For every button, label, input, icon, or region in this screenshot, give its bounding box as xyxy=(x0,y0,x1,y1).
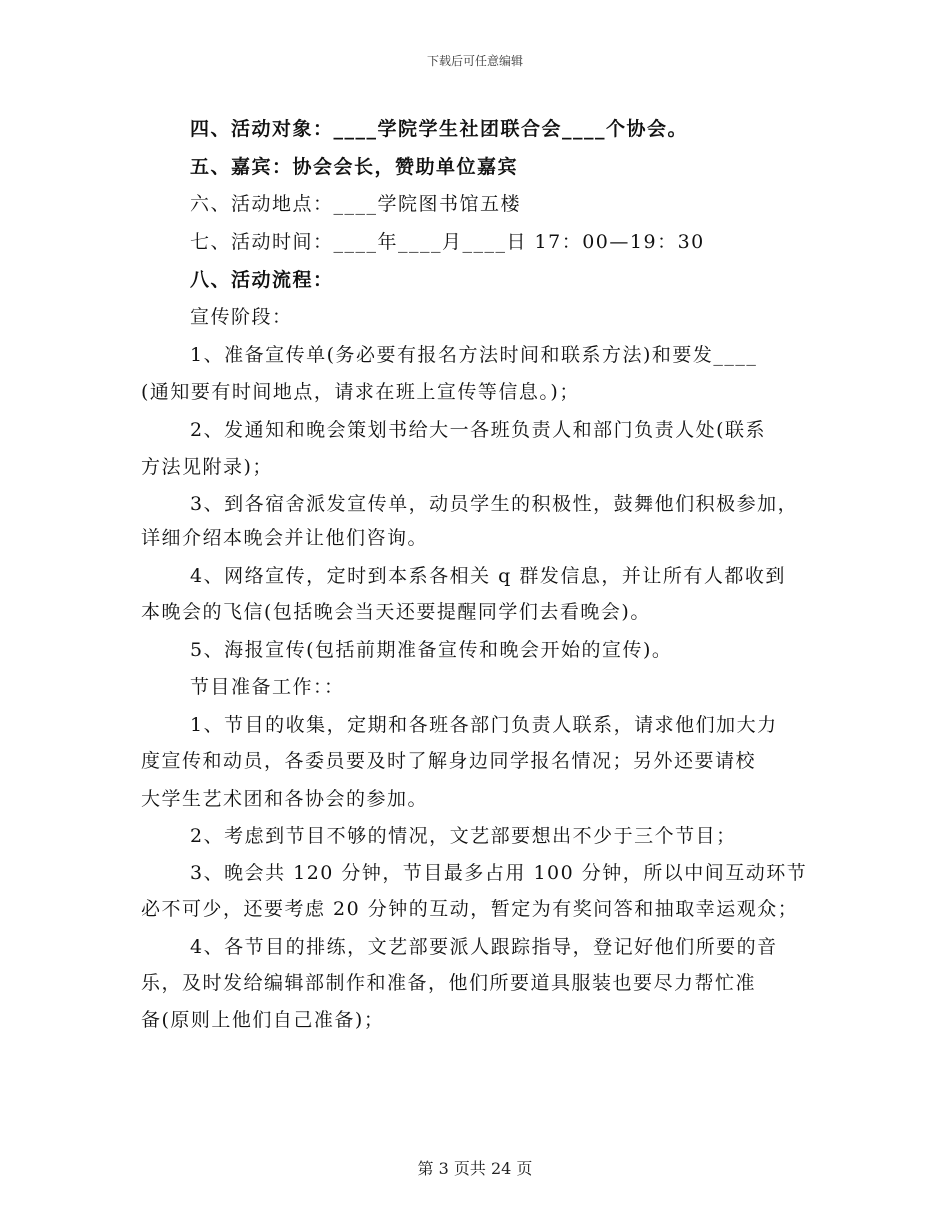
paragraph-line: 备(原则上他们自己准备)； xyxy=(141,1009,385,1031)
paragraph-line: 乐，及时发给编辑部制作和准备，他们所要道具服装也要尽力帮忙准 xyxy=(141,972,757,994)
section-activity-target: 四、活动对象：____学院学生社团联合会____个协会。 xyxy=(190,118,689,140)
paragraph-line: 详细介绍本晚会并让他们咨询。 xyxy=(141,527,429,549)
page-footer: 第 3 页共 24 页 xyxy=(417,1159,533,1178)
paragraph-line: 5、海报宣传(包括前期准备宣传和晚会开始的宣传)。 xyxy=(190,639,673,661)
section-guests: 五、嘉宾：协会会长，赞助单位嘉宾 xyxy=(190,156,519,178)
section-activity-location: 六、活动地点：____学院图书馆五楼 xyxy=(190,193,522,215)
paragraph-line: 1、节目的收集，定期和各班各部门负责人联系，请求他们加大力 xyxy=(190,714,778,736)
page-header: 下载后可任意编辑 xyxy=(426,54,523,68)
subheading-publicity: 宣传阶段： xyxy=(190,306,293,328)
subheading-program-prep: 节目准备工作：： xyxy=(190,676,345,698)
paragraph-line: 2、发通知和晚会策划书给大一各班负责人和部门负责人处(联系 xyxy=(190,419,767,441)
paragraph-line: 1、准备宣传单(务必要有报名方法时间和联系方法)和要发____ xyxy=(190,344,758,366)
paragraph-line: 本晚会的飞信(包括晚会当天还要提醒同学们去看晚会)。 xyxy=(141,601,651,623)
paragraph-line: 方法见附录)； xyxy=(141,456,273,478)
paragraph-line: 2、考虑到节目不够的情况，文艺部要想出不少于三个节目； xyxy=(190,825,737,847)
section-activity-time: 七、活动时间：____年____月____日 17：00—19：30 xyxy=(190,231,705,253)
paragraph-line: 度宣传和动员，各委员要及时了解身边同学报名情况；另外还要请校 xyxy=(141,750,757,772)
paragraph-line: 大学生艺术团和各协会的参加。 xyxy=(141,788,429,810)
paragraph-line: (通知要有时间地点，请求在班上宣传等信息。)； xyxy=(141,381,580,403)
paragraph-line: 3、晚会共 120 分钟，节目最多占用 100 分钟，所以中间互动环节 xyxy=(190,862,808,884)
paragraph-line: 4、网络宣传，定时到本系各相关 q 群发信息，并让所有人都收到 xyxy=(190,565,786,587)
paragraph-line: 4、各节目的排练，文艺部要派人跟踪指导，登记好他们所要的音 xyxy=(190,936,778,958)
section-activity-flow: 八、活动流程： xyxy=(190,269,334,291)
paragraph-line: 3、到各宿舍派发宣传单，动员学生的积极性，鼓舞他们积极参加， xyxy=(190,493,799,515)
paragraph-line: 必不可少，还要考虑 20 分钟的互动，暂定为有奖问答和抽取幸运观众； xyxy=(141,898,799,920)
